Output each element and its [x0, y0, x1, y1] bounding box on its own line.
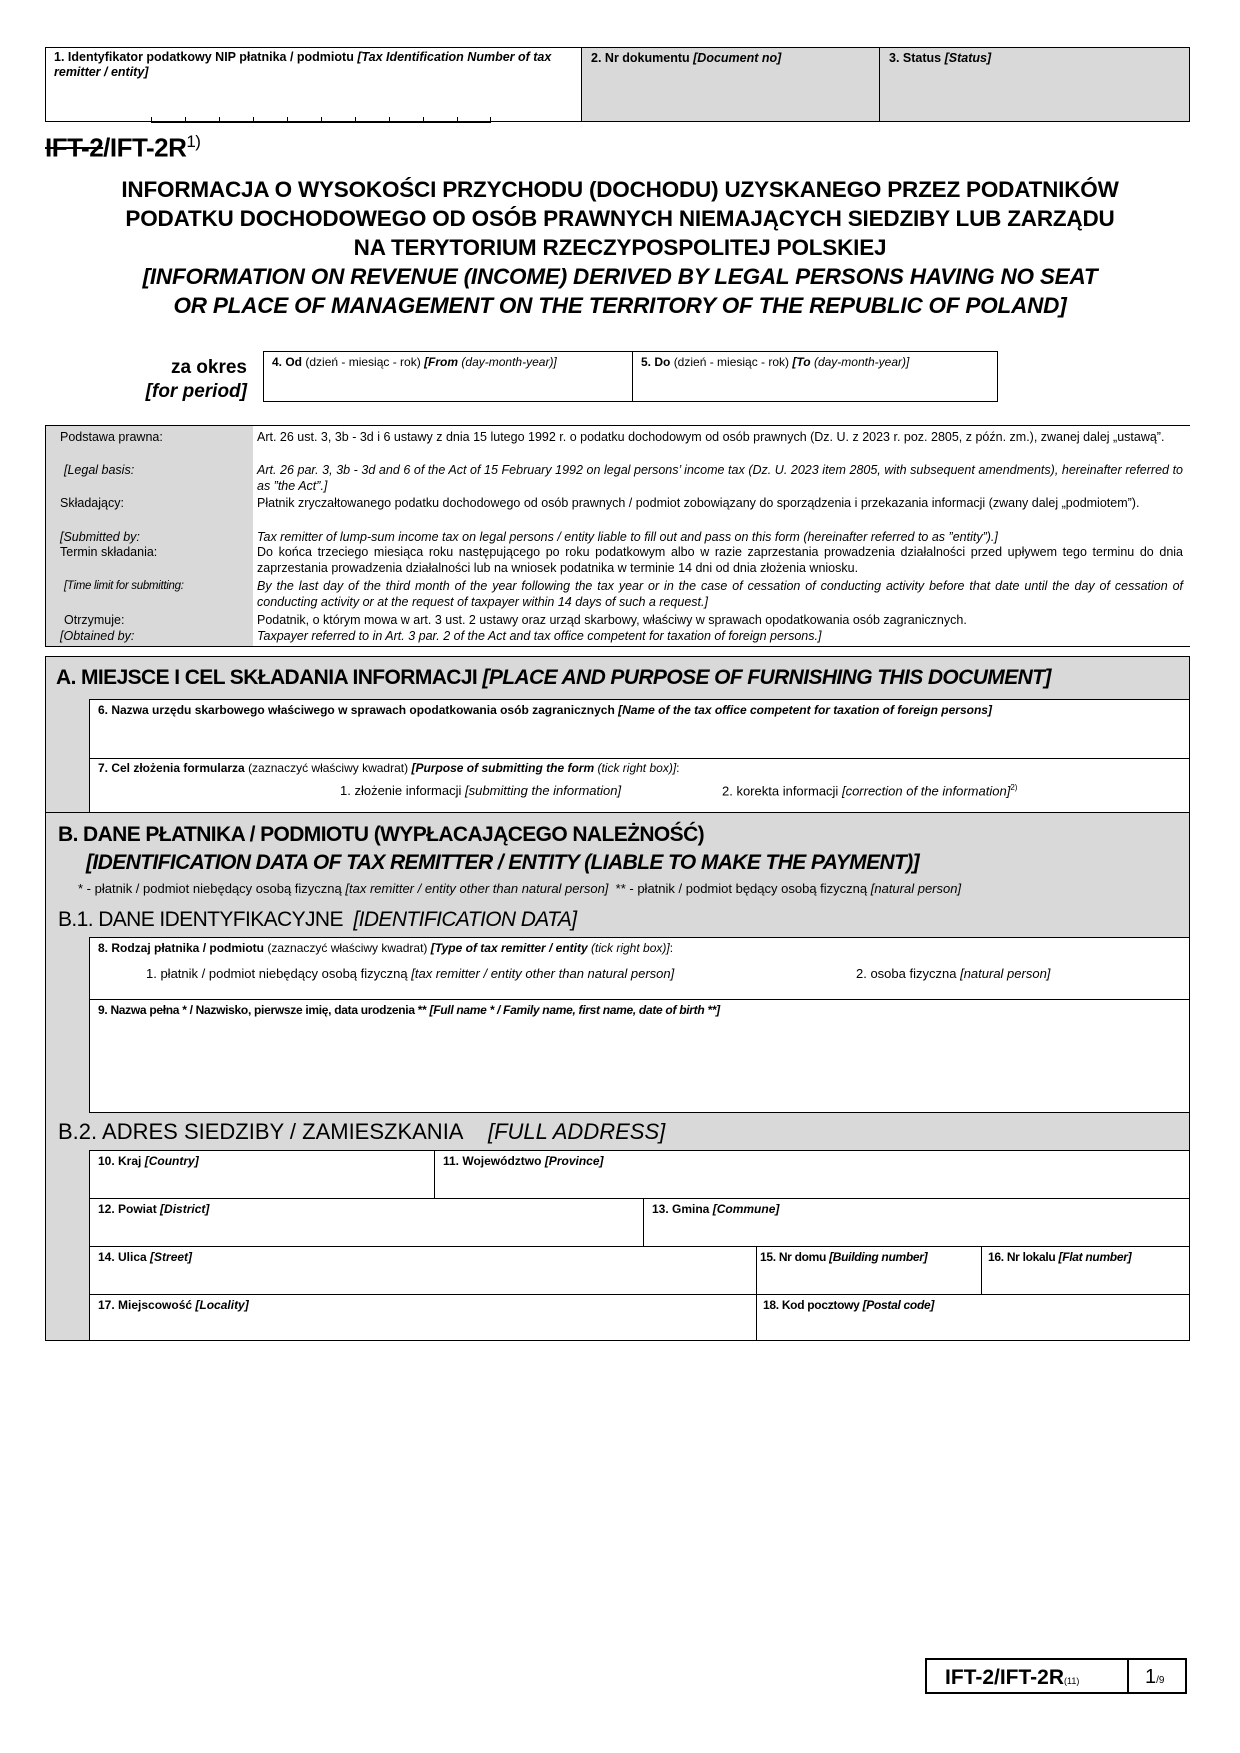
doc-no-field[interactable]: [583, 48, 880, 121]
form-code-rest: /IFT-2R: [103, 132, 187, 163]
f6-label-en: [Name of the tax office competent for taxation of foreign persons]: [618, 703, 992, 717]
nip-label: Identyfikator podatkowy NIP płatnika / podmiotu: [67, 50, 354, 64]
from-hint: (dzień - miesiąc - rok): [305, 355, 421, 369]
building-number-field[interactable]: [756, 1246, 982, 1295]
note1-en: [tax remitter / entity other than natural person]: [345, 881, 609, 896]
period-to-field[interactable]: [632, 351, 998, 402]
title-en-line1: [INFORMATION ON REVENUE (INCOME) DERIVED BY LEGAL PERSONS HAVING NO SEAT: [142, 264, 1098, 289]
status-label-en: [Status]: [944, 51, 992, 65]
doc-no-label-en: [Document no]: [693, 51, 782, 65]
entity-type-field: [89, 937, 1190, 1000]
f9-label-en: [Full name * / Family name, first name, date of birth **]: [429, 1003, 720, 1017]
f16: 16. Nr lokalu: [988, 1250, 1056, 1264]
postal-code-field[interactable]: [756, 1294, 1190, 1341]
tax-office-field[interactable]: [89, 699, 1190, 759]
f8-colon: :: [669, 941, 674, 955]
submitter-text: Płatnik zryczałtowanego podatku dochodowego od osób prawnych / podmiot zobowiązany do sporządzenia i przekazania informacji (zwany dalej „podmiotem”).: [257, 496, 1140, 510]
form-code-strike: IFT-2: [45, 132, 104, 163]
page-num-wrap: [1145, 1666, 1164, 1689]
district-field[interactable]: [89, 1198, 644, 1247]
recipient-label: Otrzymuje:: [64, 613, 125, 627]
to-hint: (dzień - miesiąc - rok): [673, 355, 790, 369]
f16-en: [Flat number]: [1058, 1250, 1132, 1264]
purpose-option-correction[interactable]: [722, 783, 1017, 798]
recipient-text: Podatnik, o którym mowa w art. 3 ust. 2 ustawy oraz urząd skarbowy, właściwy w sprawach opodatkowania osób zagranicznych.: [257, 613, 967, 627]
f11-en: [Province]: [544, 1154, 604, 1168]
nip-field[interactable]: [46, 48, 582, 121]
footer-page-number: [1127, 1658, 1187, 1694]
footer-code-wrap: [945, 1666, 1079, 1690]
f12: 12. Powiat: [98, 1202, 157, 1216]
entity-option-non-natural[interactable]: [146, 966, 674, 981]
section-a: [45, 656, 1190, 813]
b1-title: [58, 908, 576, 932]
page-title: [20, 175, 1220, 320]
f7-hint: (zaznaczyć właściwy kwadrat): [248, 761, 409, 775]
to-en: [To: [792, 355, 811, 369]
f15: 15. Nr domu: [760, 1250, 827, 1264]
to-num: 5. Do: [641, 355, 671, 369]
doc-no-num: 2.: [591, 51, 602, 65]
nip-digit-boxes[interactable]: [151, 116, 491, 123]
legal-basis-text: Art. 26 ust. 3, 3b - 3d i 6 ustawy z dnia 15 lutego 1992 r. o podatku dochodowym od osób prawnych (Dz. U. z 2023 r. poz. 2805, z późn. zm.), zwanej dalej „ustawą”.: [257, 430, 1165, 444]
page-num: 1: [1145, 1666, 1157, 1688]
f14-en: [Street]: [150, 1250, 193, 1264]
entity-option-natural[interactable]: [856, 966, 1050, 981]
f7-label-en: [Purpose of submitting the form: [411, 761, 595, 775]
period-label-en: [for period]: [145, 381, 247, 402]
opt2-sup: 2): [1010, 783, 1018, 792]
b1-title-en: [IDENTIFICATION DATA]: [353, 908, 577, 931]
f6-label: 6. Nazwa urzędu skarbowego właściwego w sprawach opodatkowania osób zagranicznych: [98, 703, 615, 717]
f13: 13. Gmina: [652, 1202, 710, 1216]
title-pl-line1: INFORMACJA O WYSOKOŚCI PRZYCHODU (DOCHODU) UZYSKANEGO PRZEZ PODATNIKÓW: [121, 177, 1119, 202]
status-field[interactable]: [881, 48, 1189, 121]
opt2-label-en: [correction of the information]: [841, 783, 1011, 799]
f8-opt2-en: [natural person]: [960, 966, 1051, 981]
f17: 17. Miejscowość: [98, 1298, 193, 1312]
section-b-title: B. DANE PŁATNIKA / PODMIOTU (WYPŁACAJĄCEGO NALEŻNOŚĆ): [58, 823, 705, 846]
note1: * - płatnik / podmiot niebędący osobą fizyczną: [78, 881, 342, 896]
f8-hint-en: (tick right box)]: [591, 941, 670, 955]
from-en: [From: [424, 355, 459, 369]
period-from-field[interactable]: [263, 351, 633, 402]
section-a-title-en: [PLACE AND PURPOSE OF FURNISHING THIS DOCUMENT]: [482, 666, 1051, 689]
legal-basis-label-en: [Legal basis:: [64, 463, 135, 477]
form-code-footnote: 1): [186, 132, 201, 151]
purpose-option-submit[interactable]: [340, 783, 621, 798]
b2-title-pl: B.2. ADRES SIEDZIBY / ZAMIESZKANIA: [58, 1119, 464, 1144]
deadline-text: Do końca trzeciego miesiąca roku następującego po roku podatkowym albo w razie zaprzestania prowadzenia działalności przed upływem tego terminu do dnia zaprzestania prowadzenia działalności lub na wniosek podatnika w terminie 14 dni od dnia złożenia wniosku.: [257, 545, 1183, 575]
full-name-field[interactable]: [89, 999, 1190, 1113]
b2-title: [58, 1119, 665, 1145]
status-num: 3.: [889, 51, 900, 65]
deadline-text-en: By the last day of the third month of the year following the tax year or in the case of cessation of conducting activity before that date until the day of cessation of conducting activity or at the request of taxpayer within 14 days of such a request.]: [257, 579, 1183, 609]
flat-number-field[interactable]: [981, 1246, 1190, 1295]
f17-en: [Locality]: [195, 1298, 249, 1312]
status-label: Status: [902, 51, 942, 65]
note2-en: [natural person]: [870, 881, 962, 896]
f8-hint: (zaznaczyć właściwy kwadrat): [267, 941, 428, 955]
section-b: [45, 812, 1190, 1341]
f9-label: 9. Nazwa pełna * / Nazwisko, pierwsze imię, data urodzenia **: [98, 1003, 427, 1017]
locality-field[interactable]: [89, 1294, 757, 1341]
title-en-line2: OR PLACE OF MANAGEMENT ON THE TERRITORY OF THE REPUBLIC OF POLAND]: [173, 293, 1067, 318]
f10-en: [Country]: [144, 1154, 199, 1168]
section-b-title-en: [IDENTIFICATION DATA OF TAX REMITTER / ENTITY (LIABLE TO MAKE THE PAYMENT)]: [86, 851, 920, 874]
submitter-text-en: Tax remitter of lump-sum income tax on legal persons / entity liable to fill out and pass on this form (hereinafter referred to as ”entity”).]: [257, 530, 998, 544]
recipient-text-en: Taxpayer referred to in Art. 3 par. 2 of the Act and tax office competent for taxation of foreign persons.]: [257, 629, 822, 643]
b1-title-pl: B.1. DANE IDENTYFIKACYJNE: [58, 908, 343, 931]
b2-title-en: [FULL ADDRESS]: [487, 1119, 666, 1144]
legal-basis-text-en: Art. 26 par. 3, 3b - 3d and 6 of the Act of 15 February 1992 on legal persons’ income tax (Dz. U. 2023 item 2805, with subsequent amendments), hereinafter referred to as ”the Act”.]: [257, 463, 1183, 493]
commune-field[interactable]: [643, 1198, 1190, 1247]
deadline-label-en: [Time limit for submitting:: [64, 580, 184, 592]
f10: 10. Kraj: [98, 1154, 142, 1168]
f15-en: [Building number]: [829, 1250, 928, 1264]
f8-opt2: 2. osoba fizyczna: [856, 966, 957, 981]
opt1-label-en: [submitting the information]: [465, 783, 622, 798]
footer-code: IFT-2/IFT-2R: [945, 1666, 1065, 1689]
purpose-field: [89, 758, 1190, 813]
f7-colon: :: [676, 761, 680, 775]
f8-label: 8. Rodzaj płatnika / podmiotu: [98, 941, 265, 955]
street-field[interactable]: [89, 1246, 757, 1295]
from-num: 4. Od: [272, 355, 303, 369]
opt2-label: 2. korekta informacji: [722, 783, 839, 799]
legal-basis-label: Podstawa prawna:: [60, 430, 163, 444]
country-field[interactable]: [89, 1150, 435, 1199]
section-a-title-pl: A. MIEJSCE I CEL SKŁADANIA INFORMACJI: [56, 666, 478, 689]
f13-en: [Commune]: [712, 1202, 780, 1216]
f14: 14. Ulica: [98, 1250, 147, 1264]
f7-label: 7. Cel złożenia formularza: [98, 761, 245, 775]
recipient-label-en: [Obtained by:: [60, 629, 135, 643]
deadline-label: Termin składania:: [60, 545, 158, 559]
province-field[interactable]: [434, 1150, 1190, 1199]
submitter-label-en: [Submitted by:: [60, 530, 140, 544]
period-label-pl: za okres: [170, 357, 247, 378]
section-b-notes: [78, 881, 961, 896]
legal-info-box: [45, 425, 1190, 647]
f8-opt1-en: [tax remitter / entity other than natural person]: [411, 966, 675, 981]
f18-en: [Postal code]: [862, 1298, 935, 1312]
submitter-label: Składający:: [60, 496, 124, 510]
nip-label-en: [Tax Identification Number of tax remitter / entity]: [54, 50, 552, 79]
doc-no-label: Nr dokumentu: [604, 51, 690, 65]
note2: ** - płatnik / podmiot będący osobą fizyczną: [615, 881, 868, 896]
page-total: /9: [1156, 1675, 1165, 1686]
period-label: [110, 356, 247, 404]
section-a-title: [56, 666, 1051, 690]
to-en-hint: (day-month-year)]: [813, 355, 910, 369]
footer-form-code: [925, 1658, 1129, 1694]
f18: 18. Kod pocztowy: [763, 1298, 860, 1312]
f12-en: [District]: [160, 1202, 210, 1216]
f7-hint-en: (tick right box)]: [597, 761, 677, 775]
footer-version: (11): [1064, 1676, 1080, 1686]
form-code: [45, 132, 200, 164]
from-en-hint: (day-month-year)]: [461, 355, 557, 369]
opt1-label: 1. złożenie informacji: [340, 783, 462, 798]
title-pl-line2: PODATKU DOCHODOWEGO OD OSÓB PRAWNYCH NIEMAJĄCYCH SIEDZIBY LUB ZARZĄDU: [125, 206, 1115, 231]
f8-opt1: 1. płatnik / podmiot niebędący osobą fizyczną: [146, 966, 408, 981]
f11: 11. Województwo: [443, 1154, 542, 1168]
title-pl-line3: NA TERYTORIUM RZECZYPOSPOLITEJ POLSKIEJ: [353, 235, 887, 260]
f8-label-en: [Type of tax remitter / entity: [430, 941, 588, 955]
nip-num: 1.: [54, 50, 65, 64]
